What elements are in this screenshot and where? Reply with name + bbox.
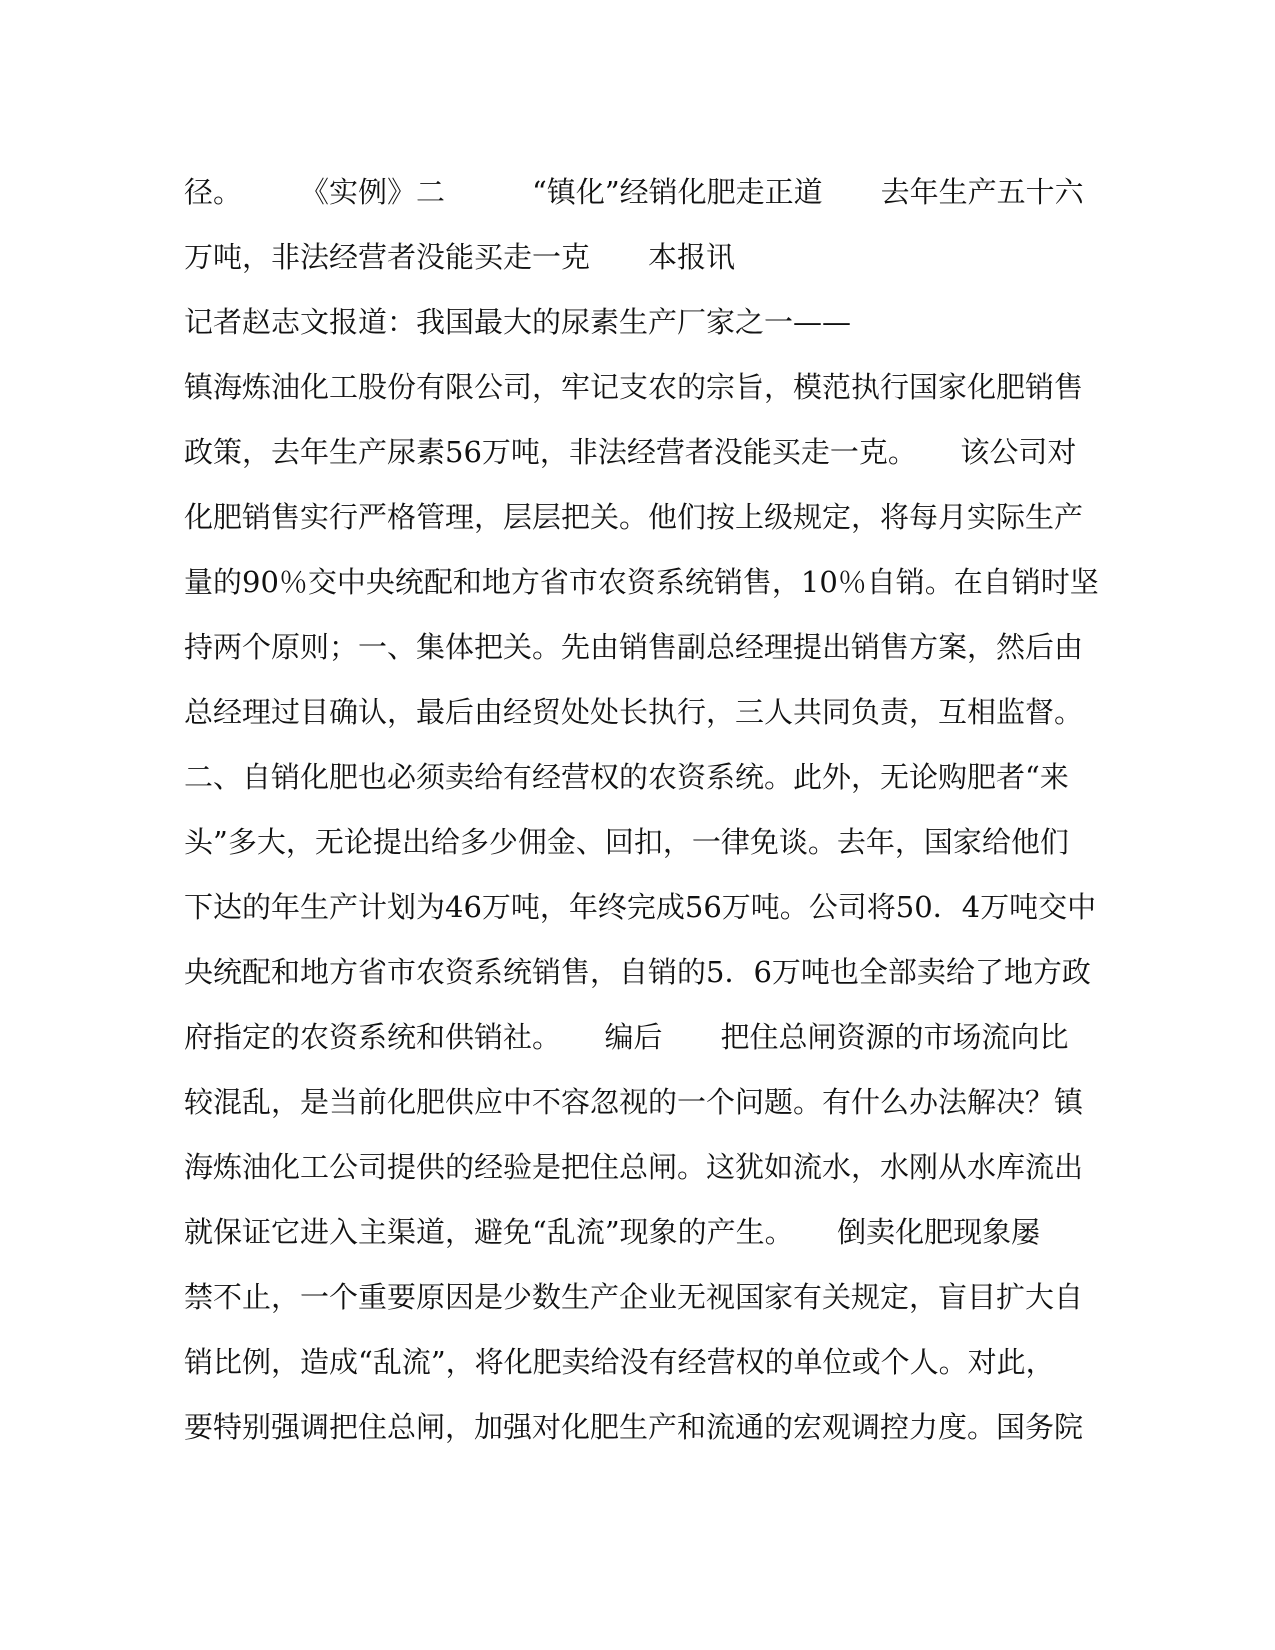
- text-line-4: 镇海炼油化工股份有限公司，牢记支农的宗旨，模范执行国家化肥销售: [184, 370, 1084, 404]
- text-line-17: 就保证它进入主渠道，避免“乱流”现象的产生。 倒卖化肥现象屡: [184, 1215, 1041, 1249]
- text-line-7: 量的90％交中央统配和地方省市农资系统销售，10％自销。在自销时坚: [184, 565, 1099, 599]
- article-body: [184, 160, 1104, 1460]
- text-line-16: 海炼油化工公司提供的经验是把住总闸。这犹如流水，水刚从水库流出: [184, 1150, 1084, 1184]
- text-line-3: 记者赵志文报道：我国最大的尿素生产厂家之一——: [184, 305, 852, 339]
- text-line-1: 径。 《实例》二 “镇化”经销化肥走正道 去年生产五十六: [184, 175, 1084, 209]
- text-line-11: 头”多大，无论提出给多少佣金、回扣，一律免谈。去年，国家给他们: [184, 825, 1069, 859]
- text-line-13: 央统配和地方省市农资系统销售，自销的5．6万吨也全部卖给了地方政: [184, 955, 1091, 989]
- text-line-15: 较混乱，是当前化肥供应中不容忽视的一个问题。有什么办法解决？镇: [184, 1085, 1084, 1119]
- text-line-19: 销比例，造成“乱流”，将化肥卖给没有经营权的单位或个人。对此，: [184, 1345, 1055, 1379]
- text-line-18: 禁不止，一个重要原因是少数生产企业无视国家有关规定，盲目扩大自: [184, 1280, 1084, 1314]
- text-line-14: 府指定的农资系统和供销社。 编后 把住总闸资源的市场流向比: [184, 1020, 1069, 1054]
- text-line-9: 总经理过目确认，最后由经贸处处长执行，三人共同负责，互相监督。: [184, 695, 1084, 729]
- text-line-10: 二、自销化肥也必须卖给有经营权的农资系统。此外，无论购肥者“来: [184, 760, 1069, 794]
- text-line-12: 下达的年生产计划为46万吨，年终完成56万吨。公司将50．4万吨交中: [184, 890, 1097, 924]
- text-line-6: 化肥销售实行严格管理，层层把关。他们按上级规定，将每月实际生产: [184, 500, 1084, 534]
- text-line-8: 持两个原则；一、集体把关。先由销售副总经理提出销售方案，然后由: [184, 630, 1084, 664]
- text-line-20: 要特别强调把住总闸，加强对化肥生产和流通的宏观调控力度。国务院: [184, 1410, 1084, 1444]
- text-line-5: 政策，去年生产尿素56万吨，非法经营者没能买走一克。 该公司对: [184, 435, 1077, 469]
- text-line-2: 万吨，非法经营者没能买走一克 本报讯: [184, 240, 736, 274]
